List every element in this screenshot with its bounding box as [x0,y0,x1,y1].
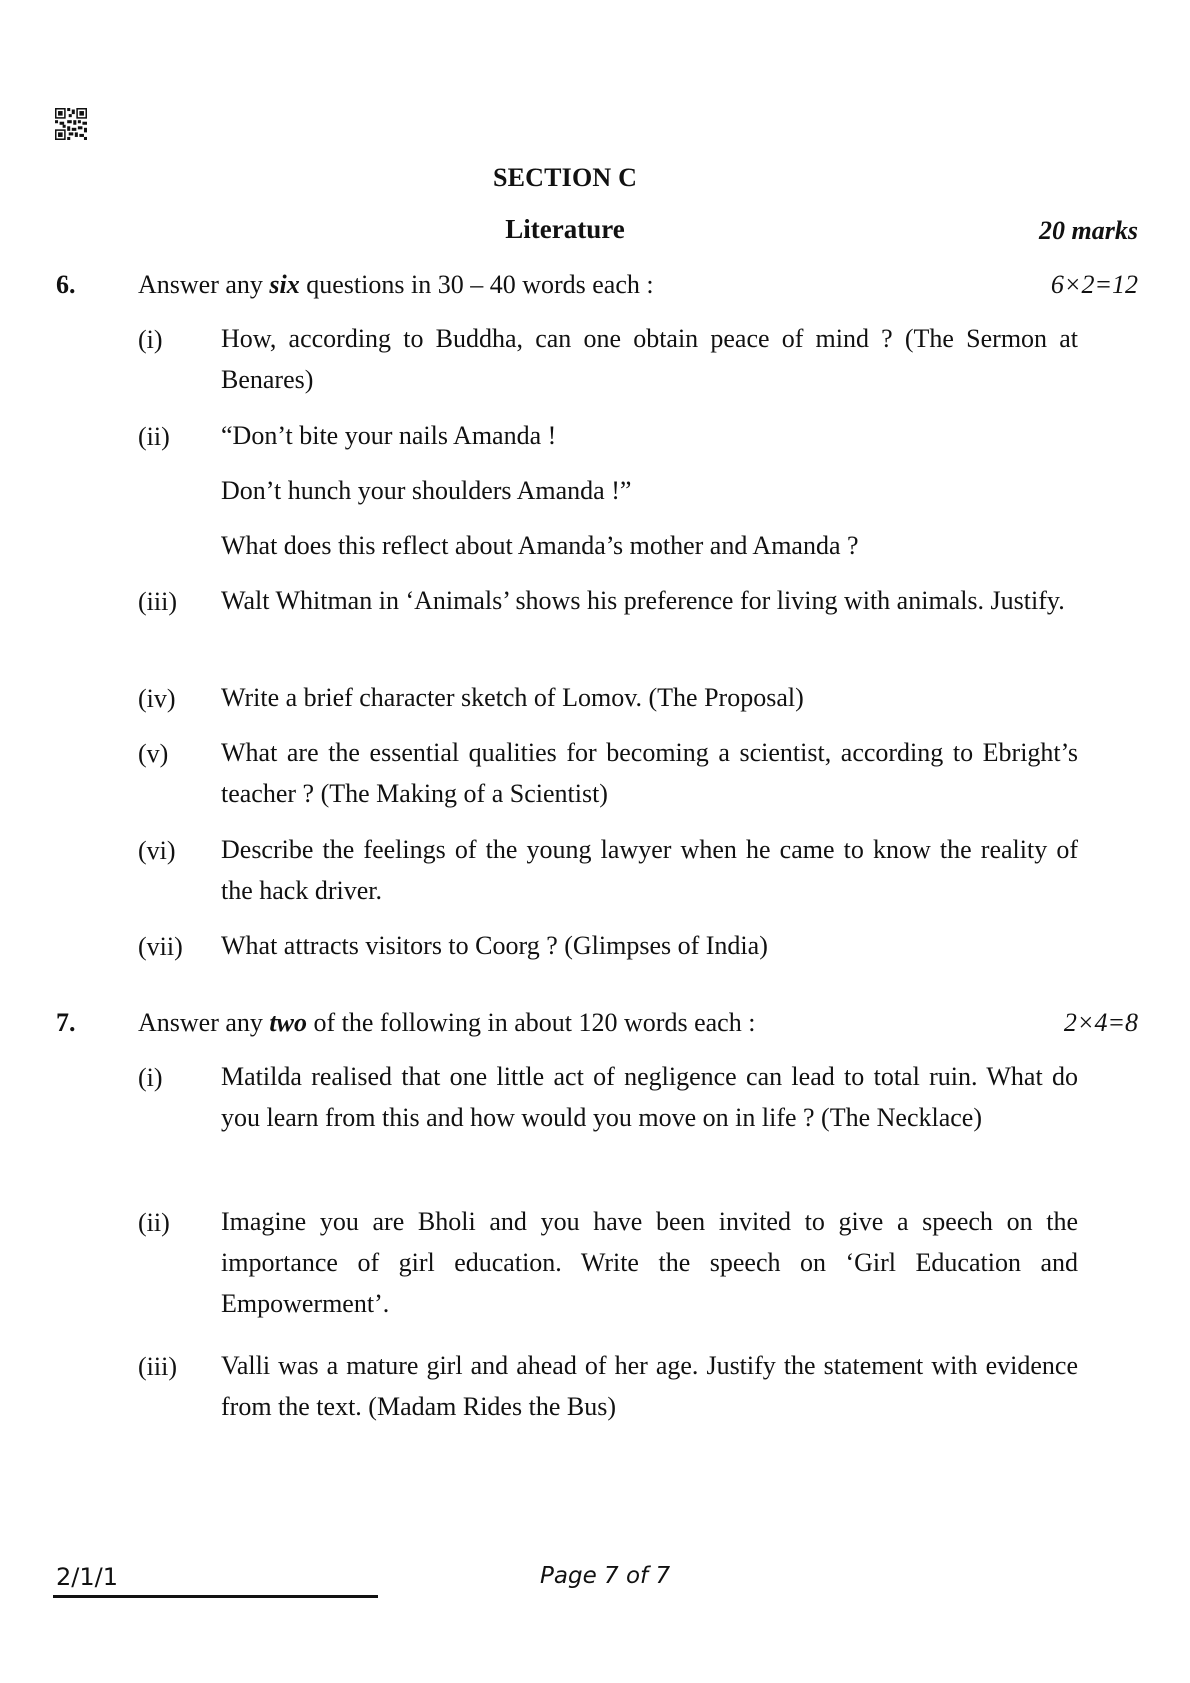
page-number: Page 7 of 7 [540,1563,671,1589]
paper-code: 2/1/1 [56,1563,118,1591]
question-prompt: Answer any six questions in 30 – 40 words each : [138,270,654,299]
sub-question-label: (iv) [138,684,176,713]
question-number: 6. [56,270,76,299]
sub-question-text: “Don’t bite your nails Amanda ! [221,421,557,450]
section-total-marks: 20 marks [1039,216,1138,245]
section-subtitle: Literature [505,214,625,244]
sub-question-text: What are the essential qualities for becoming a scientist, according to Ebright’s teacher ? (The Making of a Scientist) [221,738,1078,808]
question-prompt: Answer any two of the following in about 120 words each : [138,1008,756,1037]
sub-question-text: How, according to Buddha, can one obtain peace of mind ? (The Sermon at Benares) [221,324,1078,394]
question-number: 7. [56,1008,76,1037]
sub-question-label: (ii) [138,422,170,451]
sub-question-text: Describe the feelings of the young lawyer when he came to know the reality of the hack driver. [221,835,1078,905]
sub-question-label: (iii) [138,587,177,616]
section-title: SECTION C [492,163,638,192]
sub-question-label: (i) [138,325,163,354]
footer-rule [53,1595,378,1598]
question-marks: 2×4=8 [1063,1008,1138,1037]
sub-question-text: What does this reflect about Amanda’s mother and Amanda ? [221,531,859,560]
sub-question-label: (vi) [138,836,176,865]
sub-question-label: (iii) [138,1352,177,1381]
sub-question-label: (vii) [138,932,183,961]
sub-question-text: Matilda realised that one little act of negligence can lead to total ruin. What do you learn from this and how would you move on in life ? (The Necklace) [221,1062,1078,1132]
sub-question-text: Write a brief character sketch of Lomov. (The Proposal) [221,683,804,712]
sub-question-text: Imagine you are Bholi and you have been invited to give a speech on the importance of girl education. Write the speech on ‘Girl Education and Empowerment’. [221,1207,1078,1318]
sub-question-text: Walt Whitman in ‘Animals’ shows his preference for living with animals. Justify. [221,586,1065,615]
sub-question-text: What attracts visitors to Coorg ? (Glimpses of India) [221,931,768,960]
sub-question-label: (ii) [138,1208,170,1237]
sub-question-label: (v) [138,739,169,768]
qr-code-icon [55,108,87,140]
question-marks: 6×2=12 [1050,270,1138,299]
sub-question-text: Valli was a mature girl and ahead of her age. Justify the statement with evidence from the text. (Madam Rides the Bus) [221,1351,1078,1421]
sub-question-label: (i) [138,1063,163,1092]
sub-question-text: Don’t hunch your shoulders Amanda !” [221,476,632,505]
